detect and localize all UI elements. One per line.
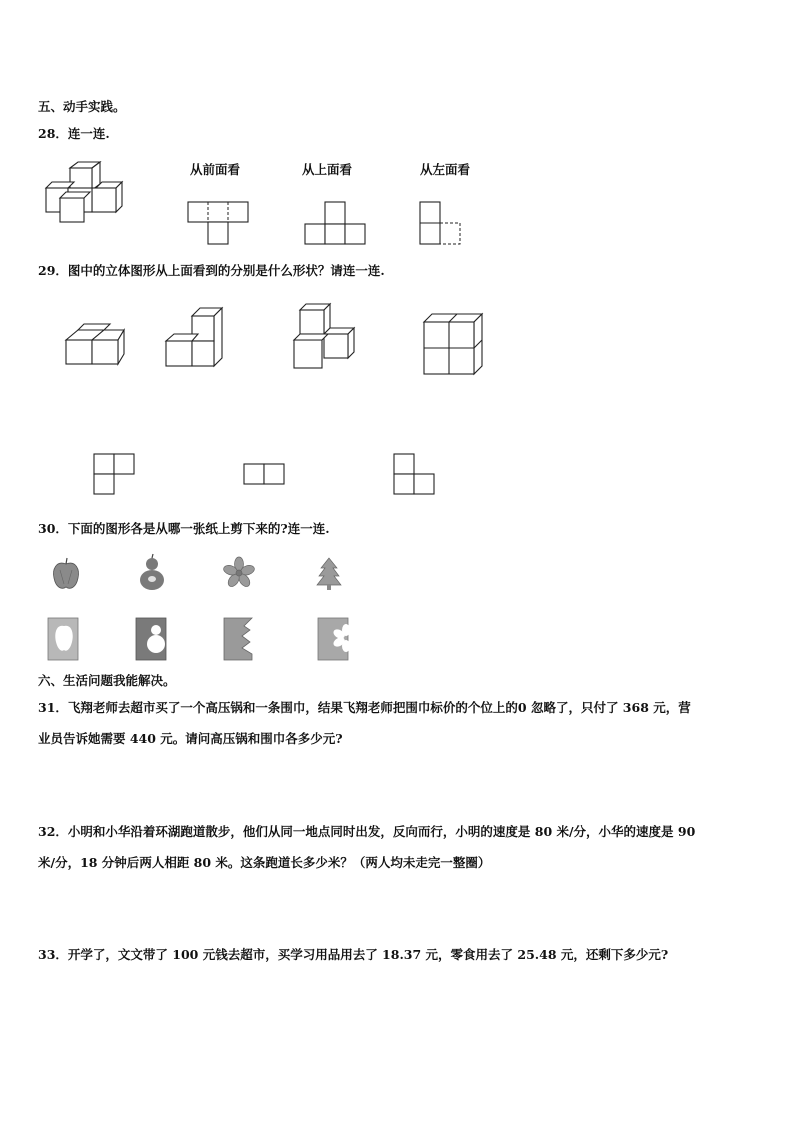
q28-title: 28．连一连. bbox=[38, 126, 110, 141]
q32-line-2: 米/分，18 分钟后两人相距 80 米。这条跑道长多少米？（两人均未走完一整圈） bbox=[38, 855, 491, 870]
q29-title: 29．图中的立体图形从上面看到的分别是什么形状？请连一连. bbox=[38, 263, 385, 278]
view-left-label: 从左面看 bbox=[420, 162, 471, 177]
q29-solid-2 bbox=[164, 306, 230, 370]
apple-shape-icon bbox=[52, 556, 80, 592]
q33-line-1: 33．开学了，文文带了 100 元钱去超市，买学习用品用去了 18.37 元，零食用去了 25.48 元，还剩下多少元? bbox=[38, 947, 669, 962]
q31-line-2: 业员告诉她需要 440 元。请问高压锅和围巾各多少元? bbox=[38, 731, 343, 746]
tree-shape-icon bbox=[316, 556, 342, 592]
section5-heading: 五、动手实践。 bbox=[38, 99, 126, 114]
section6-heading: 六、生活问题我能解决。 bbox=[38, 673, 176, 688]
q29-top-view-option-2 bbox=[244, 464, 288, 488]
q28-top-view-drawing bbox=[305, 202, 369, 246]
q29-top-view-option-3 bbox=[394, 454, 438, 498]
q28-front-view-drawing bbox=[188, 202, 252, 246]
q29-solid-1 bbox=[64, 320, 130, 368]
q29-top-view-option-1 bbox=[94, 454, 138, 498]
q30-title: 30．下面的图形各是从哪一张纸上剪下来的?连一连. bbox=[38, 521, 330, 536]
q31-line-1: 31．飞翔老师去超市买了一个高压锅和一条围巾，结果飞翔老师把围巾标价的个位上的0 忽略了，只付了 368 元，营 bbox=[38, 700, 691, 715]
q28-solid-figure bbox=[44, 162, 124, 226]
paper-cutout-1 bbox=[46, 616, 82, 662]
flower-shape-icon bbox=[222, 557, 256, 589]
gourd-shape-icon bbox=[136, 554, 168, 592]
q32-line-1: 32．小明和小华沿着环湖跑道散步，他们从同一地点同时出发，反向而行，小明的速度是 80 米/分，小华的速度是 90 bbox=[38, 824, 696, 839]
q29-solid-3 bbox=[290, 300, 360, 372]
q29-solid-4 bbox=[420, 312, 484, 378]
paper-cutout-2 bbox=[134, 616, 170, 662]
view-front-label: 从前面看 bbox=[190, 162, 241, 177]
q28-left-view-drawing bbox=[420, 202, 470, 246]
paper-cutout-4 bbox=[316, 616, 352, 662]
paper-cutout-3 bbox=[222, 616, 258, 662]
view-top-label: 从上面看 bbox=[302, 162, 353, 177]
